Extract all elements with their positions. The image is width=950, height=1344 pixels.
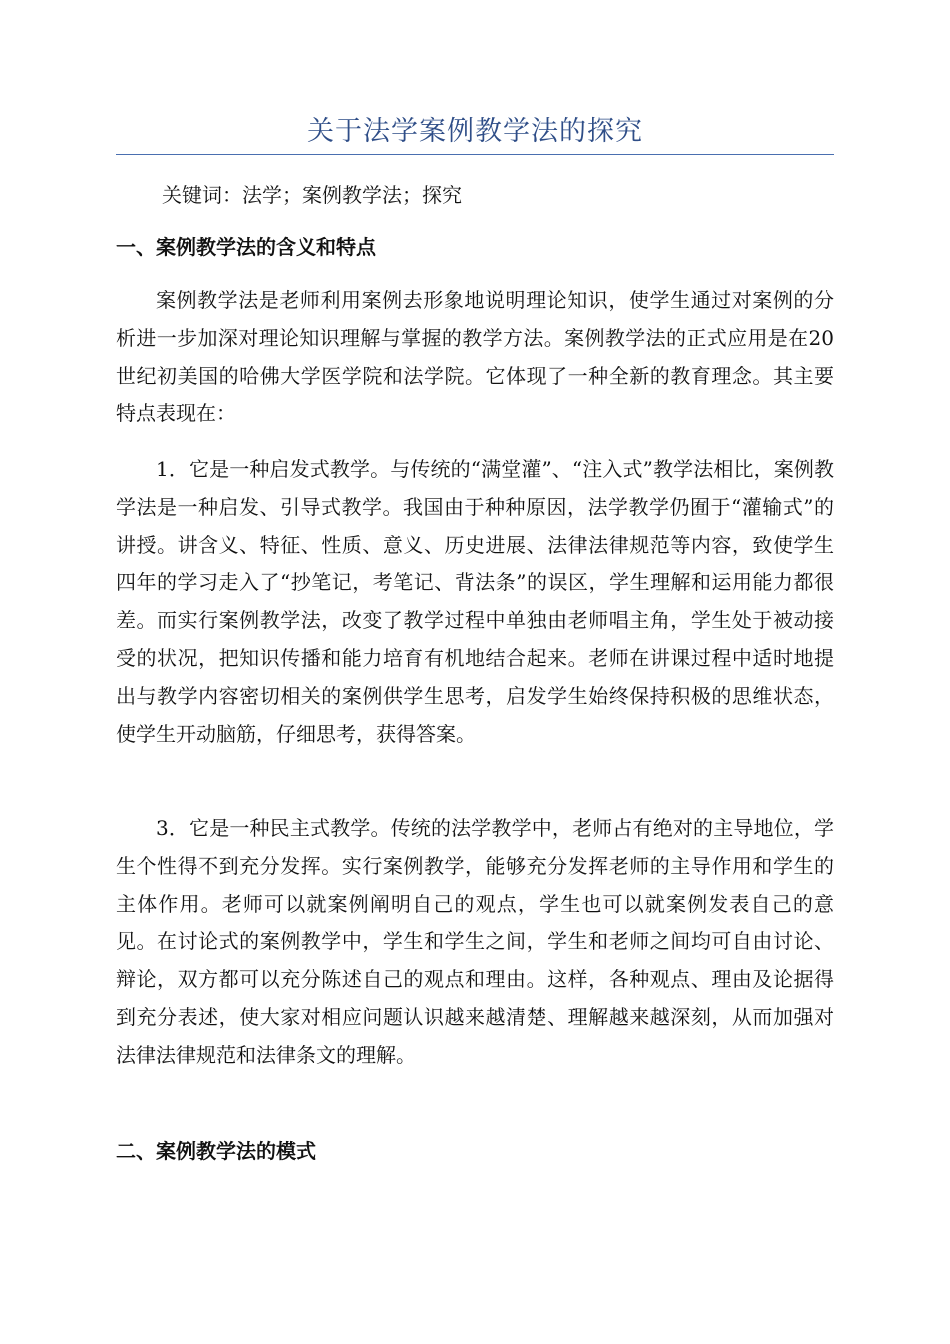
paragraph-point-3: 3．它是一种民主式教学。传统的法学教学中，老师占有绝对的主导地位，学生个性得不到充分发挥。实行案例教学，能够充分发挥老师的主导作用和学生的主体作用。老师可以就案例阐明自己的观点，学生也可以就案例发表自己的意见。在讨论式的案例教学中，学生和学生之间，学生和老师之间均可自由讨论、辩论，双方都可以充分陈述自己的观点和理由。这样，各种观点、理由及论据得到充分表述，使大家对相应问题认识越来越清楚、理解越来越深刻，从而加强对法律法律规范和法律条文的理解。 [116,816,834,1067]
section-heading-1: 一、案例教学法的含义和特点 [116,235,376,259]
title-divider [116,154,834,155]
section-heading-2: 二、案例教学法的模式 [116,1139,316,1163]
paragraph-definition: 案例教学法是老师利用案例去形象地说明理论知识，使学生通过对案例的分析进一步加深对理论知识理解与掌握的教学方法。案例教学法的正式应用是在20世纪初美国的哈佛大学医学院和法学院。它体现了一种全新的教育理念。其主要特点表现在： [116,288,834,426]
paragraph-point-1: 1．它是一种启发式教学。与传统的“满堂灌”、“注入式”教学法相比，案例教学法是一种启发、引导式教学。我国由于种种原因，法学教学仍囿于“灌输式”的讲授。讲含义、特征、性质、意义、历史进展、法律法律规范等内容，致使学生四年的学习走入了“抄笔记，考笔记、背法条”的误区，学生理解和运用能力都很差。而实行案例教学法，改变了教学过程中单独由老师唱主角，学生处于被动接受的状况，把知识传播和能力培育有机地结合起来。老师在讲课过程中适时地提出与教学内容密切相关的案例供学生思考，启发学生始终保持积极的思维状态，使学生开动脑筋，仔细思考，获得答案。 [116,457,834,746]
document-title: 关于法学案例教学法的探究 [307,116,643,147]
keywords-line: 关键词：法学；案例教学法；探究 [162,183,462,207]
